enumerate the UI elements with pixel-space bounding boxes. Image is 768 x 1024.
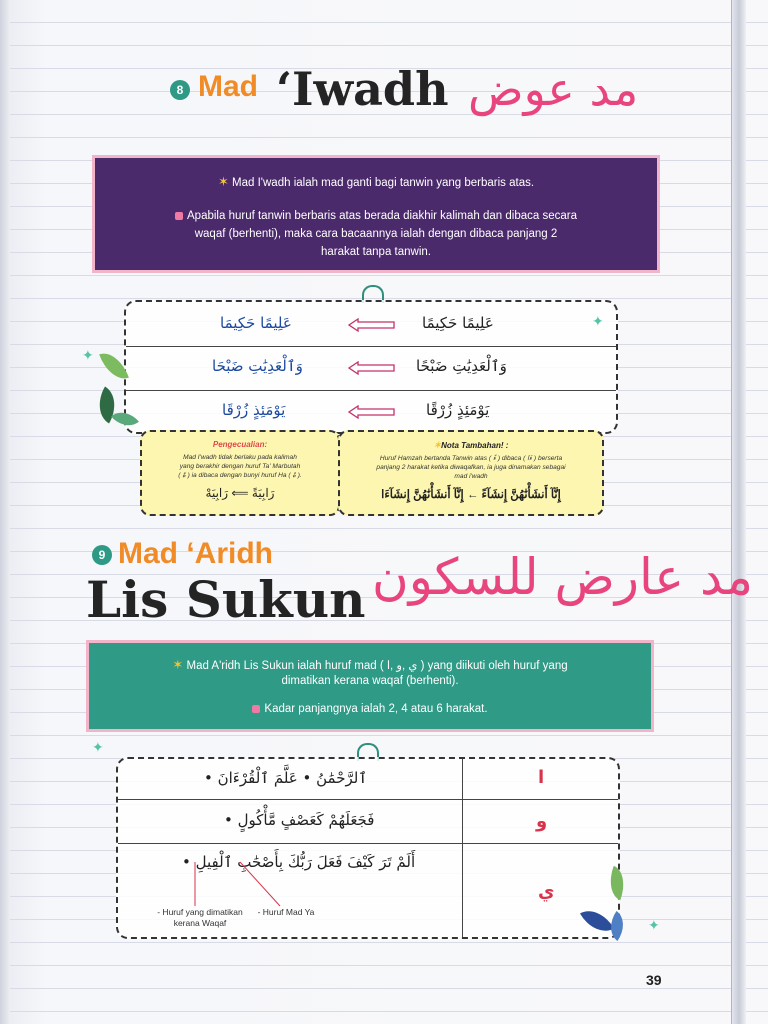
note-title: ✶Nota Tambahan! : bbox=[433, 440, 509, 450]
exception-line-1: Mad I'wadh tidak berlaku pada kalimah bbox=[183, 454, 297, 461]
rule-line-2: waqaf (berhenti), maka cara bacaannya ialah dengan dibaca panjang 2 bbox=[194, 228, 558, 240]
callout-lines bbox=[150, 860, 320, 910]
example-text: ٱلرَّحْمَٰنُ • عَلَّمَ ٱلْقُرْءَانَ • bbox=[204, 769, 368, 787]
iwadh-example-table bbox=[124, 300, 618, 434]
rule-line: Kadar panjangnya ialah 2, 4 atau 6 harakat. bbox=[89, 703, 651, 715]
leaf-branch-icon bbox=[584, 868, 636, 946]
example-text: فَجَعَلَهُمْ كَعَصْفٍ مَّأْكُولٍ • bbox=[224, 811, 375, 829]
arrow-left-icon bbox=[348, 361, 396, 375]
star-icon: ✶ bbox=[172, 657, 184, 672]
note-line-3: mad i'wadh bbox=[454, 473, 488, 480]
definition-line: ✶ Mad I'wadh ialah mad ganti bagi tanwin yang berbaris atas. bbox=[217, 174, 535, 189]
example-text: أَلَمْ تَرَ كَيْفَ فَعَلَ رَبُّكَ بِأَصْحَٰبِ ٱلْفِيلِ • bbox=[182, 853, 416, 871]
note-line-1: Huruf Hamzah bertanda Tanwin atas ( ءً ) dibaca ( ءَا ) berserta bbox=[379, 455, 563, 462]
note-example: إِنَّآ أَنشَأْنَٰهُنَّ إِنشَآءً ← إِنَّآ أَنشَأْنَٰهُنَّ إِنشَآءَا bbox=[381, 489, 561, 501]
section-title-mad: Mad bbox=[198, 70, 258, 103]
additional-note bbox=[338, 430, 604, 516]
rule-line-3: harakat tanpa tanwin. bbox=[321, 246, 431, 258]
section-title-lis-sukun: Lis Sukun bbox=[86, 570, 366, 629]
sparkle-icon: ✦ bbox=[82, 348, 94, 364]
example-source: وَٱلْعَدِيَٰتِ ضَبْحًا bbox=[416, 357, 507, 375]
sparkle-icon: ✦ bbox=[648, 918, 660, 934]
exception-example: رَابِيَةً ⟸ رَابِيَهْ bbox=[205, 486, 275, 500]
page-number: 39 bbox=[646, 972, 662, 988]
note-line-2: panjang 2 harakat ketika diwaqafkan, ia juga dinamakan sebagai bbox=[376, 464, 566, 471]
table-row bbox=[126, 390, 616, 435]
arrow-left-icon bbox=[348, 318, 396, 332]
callout-waqaf: - Huruf yang dimatikan kerana Waqaf bbox=[157, 907, 243, 928]
example-result: وَٱلْعَدِيَٰتِ ضَبْحَا bbox=[212, 357, 303, 375]
example-result: يَوْمَئِذٍ زُرْقَا bbox=[222, 401, 286, 419]
rule-line-1: Apabila huruf tanwin berbaris atas berada diakhir kalimah dan dibaca secara bbox=[95, 210, 657, 222]
definition-line-2: dimatikan kerana waqaf (berhenti). bbox=[281, 675, 459, 687]
section-number-badge: 8 bbox=[170, 80, 190, 100]
definition-box-iwadh bbox=[92, 155, 660, 273]
table-row bbox=[118, 799, 618, 844]
leaf-branch-icon bbox=[96, 350, 144, 434]
exception-title: Pengecualian: bbox=[212, 440, 268, 449]
section-title-iwadh: ‘Iwadh bbox=[276, 62, 449, 116]
mad-letter: و bbox=[536, 811, 548, 832]
mad-letter: ي bbox=[538, 881, 555, 902]
exception-line-2: yang berakhir dengan huruf Ta' Marbutah bbox=[179, 463, 301, 470]
example-result: عَلِيمًا حَكِيمَا bbox=[220, 314, 292, 332]
table-row bbox=[126, 302, 616, 346]
callout-mad-ya: - Huruf Mad Ya bbox=[257, 907, 315, 917]
bullet-icon bbox=[175, 212, 183, 220]
section-title-arabic: مد عارض للسكون bbox=[372, 548, 754, 606]
definition-box-aridh bbox=[86, 640, 654, 732]
table-row bbox=[126, 346, 616, 391]
example-source: يَوْمَئِذٍ زُرْقًا bbox=[426, 401, 490, 419]
table-row bbox=[118, 759, 618, 800]
section-number-badge: 9 bbox=[92, 545, 112, 565]
star-icon: ✶ bbox=[217, 174, 229, 189]
example-source: عَلِيمًا حَكِيمًا bbox=[422, 314, 494, 332]
page-edge bbox=[0, 0, 10, 1024]
definition-line-1: ✶ Mad A'ridh Lis Sukun ialah huruf mad ( ي ,و ,ا ) yang diikuti oleh huruf yang bbox=[172, 657, 568, 672]
arrow-left-icon bbox=[348, 405, 396, 419]
section-title-mad-aridh: Mad ‘Aridh bbox=[118, 537, 273, 570]
sparkle-icon: ✦ bbox=[592, 314, 604, 330]
mad-letter: ا bbox=[538, 767, 545, 788]
exception-line-3: ( ةً ) ia dibaca dengan bunyi huruf Ha ( هْ ). bbox=[178, 472, 302, 479]
book-spine bbox=[731, 0, 746, 1024]
bullet-icon bbox=[252, 705, 260, 713]
exception-note bbox=[140, 430, 340, 516]
sparkle-icon: ✦ bbox=[92, 740, 104, 756]
section-title-arabic: مد عوض bbox=[468, 62, 639, 116]
